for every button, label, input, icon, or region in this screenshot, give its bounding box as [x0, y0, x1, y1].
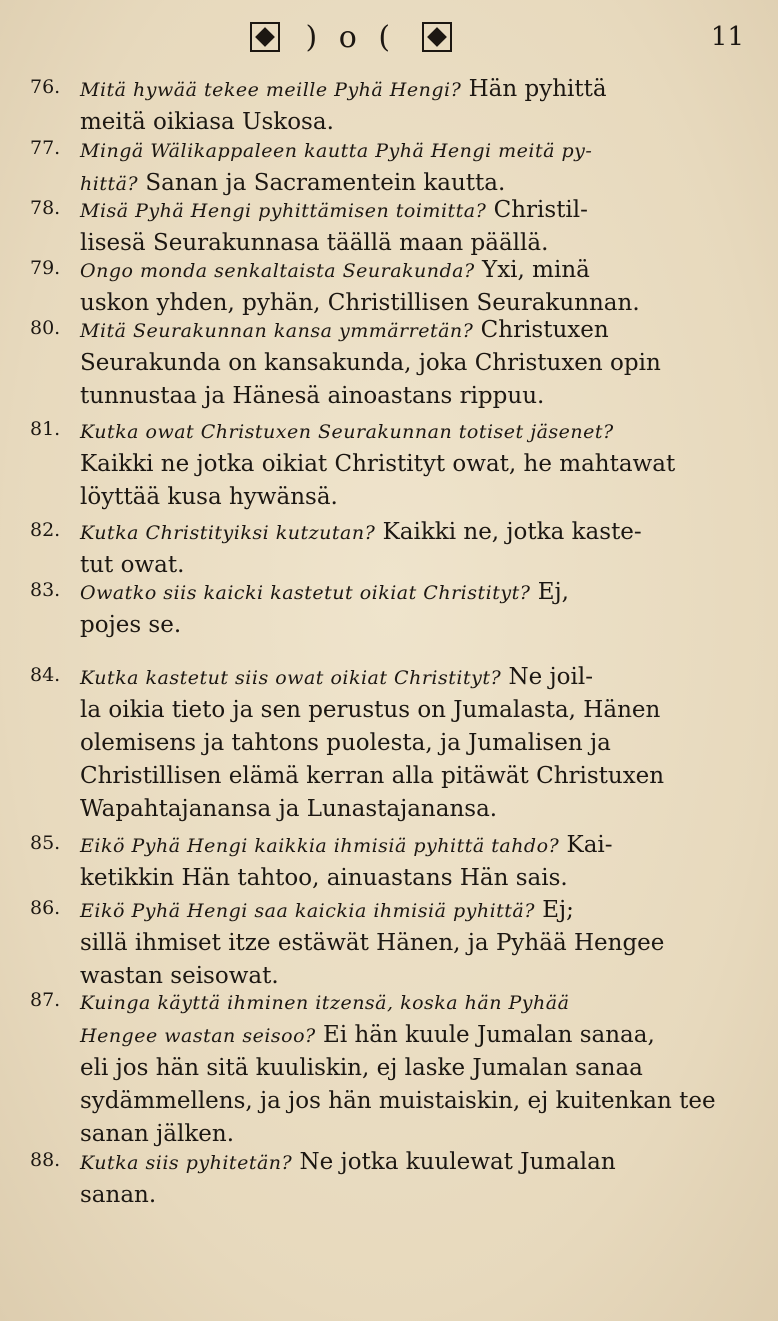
text-line [80, 985, 569, 1019]
answer-text: tut owat. [80, 552, 185, 578]
text-line [80, 133, 592, 167]
answer-text: eli jos hän sitä kuuliskin, ej laske Jumalan sanaa [80, 1055, 643, 1081]
question-text: Eikö Pyhä Hengi saa kaickia ihmisiä pyhittä? [80, 900, 535, 922]
question-text: Kutka siis pyhitetän? [80, 1152, 293, 1174]
question-text: Kuinga käyttä ihminen itzensä, koska hän Pyhää [80, 992, 570, 1014]
question-number: 79. [30, 257, 61, 279]
question-number: 80. [30, 317, 61, 339]
text-line [80, 926, 664, 960]
answer-text: löyttää kusa hywänsä. [80, 484, 338, 510]
answer-text: Kaikki ne, jotka kaste- [375, 519, 642, 545]
text-line [80, 726, 611, 760]
page-number: 11 [710, 22, 744, 52]
question-number: 88. [30, 1149, 61, 1171]
answer-text: Ne jotka kuulewat Jumalan [292, 1149, 616, 1175]
question-number: 87. [30, 989, 61, 1011]
question-number: 85. [30, 832, 61, 854]
text-line [80, 313, 609, 347]
answer-text: Seurakunda on kansakunda, joka Christuxen opin [80, 350, 661, 376]
text-line [80, 193, 588, 227]
text-line [80, 575, 569, 609]
answer-text: Ej, [530, 579, 569, 605]
text-line [80, 1084, 716, 1118]
header-center-glyphs: ) o ( [305, 19, 397, 55]
answer-text: Christillisen elämä kerran alla pitäwät Christuxen [80, 763, 665, 789]
answer-text: Christil- [486, 197, 588, 223]
answer-text: Ei hän kuule Jumalan sanaa, [315, 1022, 655, 1048]
question-number: 83. [30, 579, 61, 601]
question-text: Mitä hywää tekee meille Pyhä Hengi? [80, 79, 462, 101]
answer-text: meitä oikiasa Uskosa. [80, 109, 334, 135]
answer-text: pojes se. [80, 612, 182, 638]
text-line [80, 253, 590, 287]
question-text: Kutka kastetut siis owat oikiat Christityt? [80, 667, 502, 689]
question-number: 77. [30, 137, 61, 159]
question-number: 84. [30, 664, 61, 686]
question-text: hittä? [80, 173, 139, 195]
question-number: 81. [30, 418, 61, 440]
answer-text: sydämmellens, ja jos hän muistaiskin, ej kuitenkan tee [80, 1088, 716, 1114]
answer-text: ketikkin Hän tahtoo, ainuastans Hän sais. [80, 865, 568, 891]
question-number: 86. [30, 897, 61, 919]
answer-text: olemisens ja tahtons puolesta, ja Jumalisen ja [80, 730, 611, 756]
answer-text: sanan. [80, 1182, 157, 1208]
text-line [80, 660, 593, 694]
text-line [80, 861, 568, 895]
text-line [80, 693, 660, 727]
text-line [80, 1018, 655, 1052]
question-number: 78. [30, 197, 61, 219]
question-text: Mingä Wälikappaleen kautta Pyhä Hengi meitä py- [80, 140, 593, 162]
question-text: Mitä Seurakunnan kansa ymmärretän? [80, 320, 474, 342]
answer-text: sillä ihmiset itze estäwät Hänen, ja Pyhää Hengee [80, 930, 665, 956]
answer-text: Ej; [534, 897, 574, 923]
text-line [80, 447, 675, 481]
page-header [250, 18, 490, 58]
question-text: Kutka owat Christuxen Seurakunnan totiset jäsenet? [80, 421, 614, 443]
question-number: 76. [30, 76, 61, 98]
question-number: 82. [30, 519, 61, 541]
question-text: Owatko siis kaicki kastetut oikiat Christityt? [80, 582, 531, 604]
answer-text: tunnustaa ja Hänesä ainoastans rippuu. [80, 383, 545, 409]
text-line [80, 379, 544, 413]
answer-text: Sanan ja Sacramentein kautta. [138, 170, 506, 196]
left-ornament-icon [250, 22, 280, 52]
answer-text: wastan seisowat. [80, 963, 279, 989]
text-line [80, 759, 664, 793]
text-line [80, 72, 607, 106]
text-line [80, 480, 338, 514]
answer-text: Hän pyhittä [461, 76, 607, 102]
text-line [80, 346, 661, 380]
answer-text: Wapahtajanansa ja Lunastajanansa. [80, 796, 498, 822]
answer-text: lisesä Seurakunnasa täällä maan päällä. [80, 230, 549, 256]
text-line [80, 893, 574, 927]
answer-text: uskon yhden, pyhän, Christillisen Seurakunnan. [80, 290, 640, 316]
text-line [80, 414, 614, 448]
text-line [80, 515, 642, 549]
text-line [80, 828, 613, 862]
question-text: Hengee wastan seisoo? [80, 1025, 316, 1047]
text-line [80, 1051, 643, 1085]
question-text: Ongo monda senkaltaista Seurakunda? [80, 260, 475, 282]
text-line [80, 1178, 156, 1212]
answer-text: la oikia tieto ja sen perustus on Jumalasta, Hänen [80, 697, 661, 723]
question-text: Misä Pyhä Hengi pyhittämisen toimitta? [80, 200, 487, 222]
answer-text: Ne joil- [501, 664, 593, 690]
answer-text: Yxi, minä [474, 257, 590, 283]
text-line [80, 1145, 616, 1179]
answer-text: Christuxen [473, 317, 609, 343]
answer-text: Kai- [559, 832, 613, 858]
text-line [80, 792, 497, 826]
answer-text: Kaikki ne jotka oikiat Christityt owat, he mahtawat [80, 451, 676, 477]
answer-text: sanan jälken. [80, 1121, 235, 1147]
text-line [80, 608, 181, 642]
right-ornament-icon [422, 22, 452, 52]
question-text: Eikö Pyhä Hengi kaikkia ihmisiä pyhittä tahdo? [80, 835, 560, 857]
question-text: Kutka Christityiksi kutzutan? [80, 522, 376, 544]
